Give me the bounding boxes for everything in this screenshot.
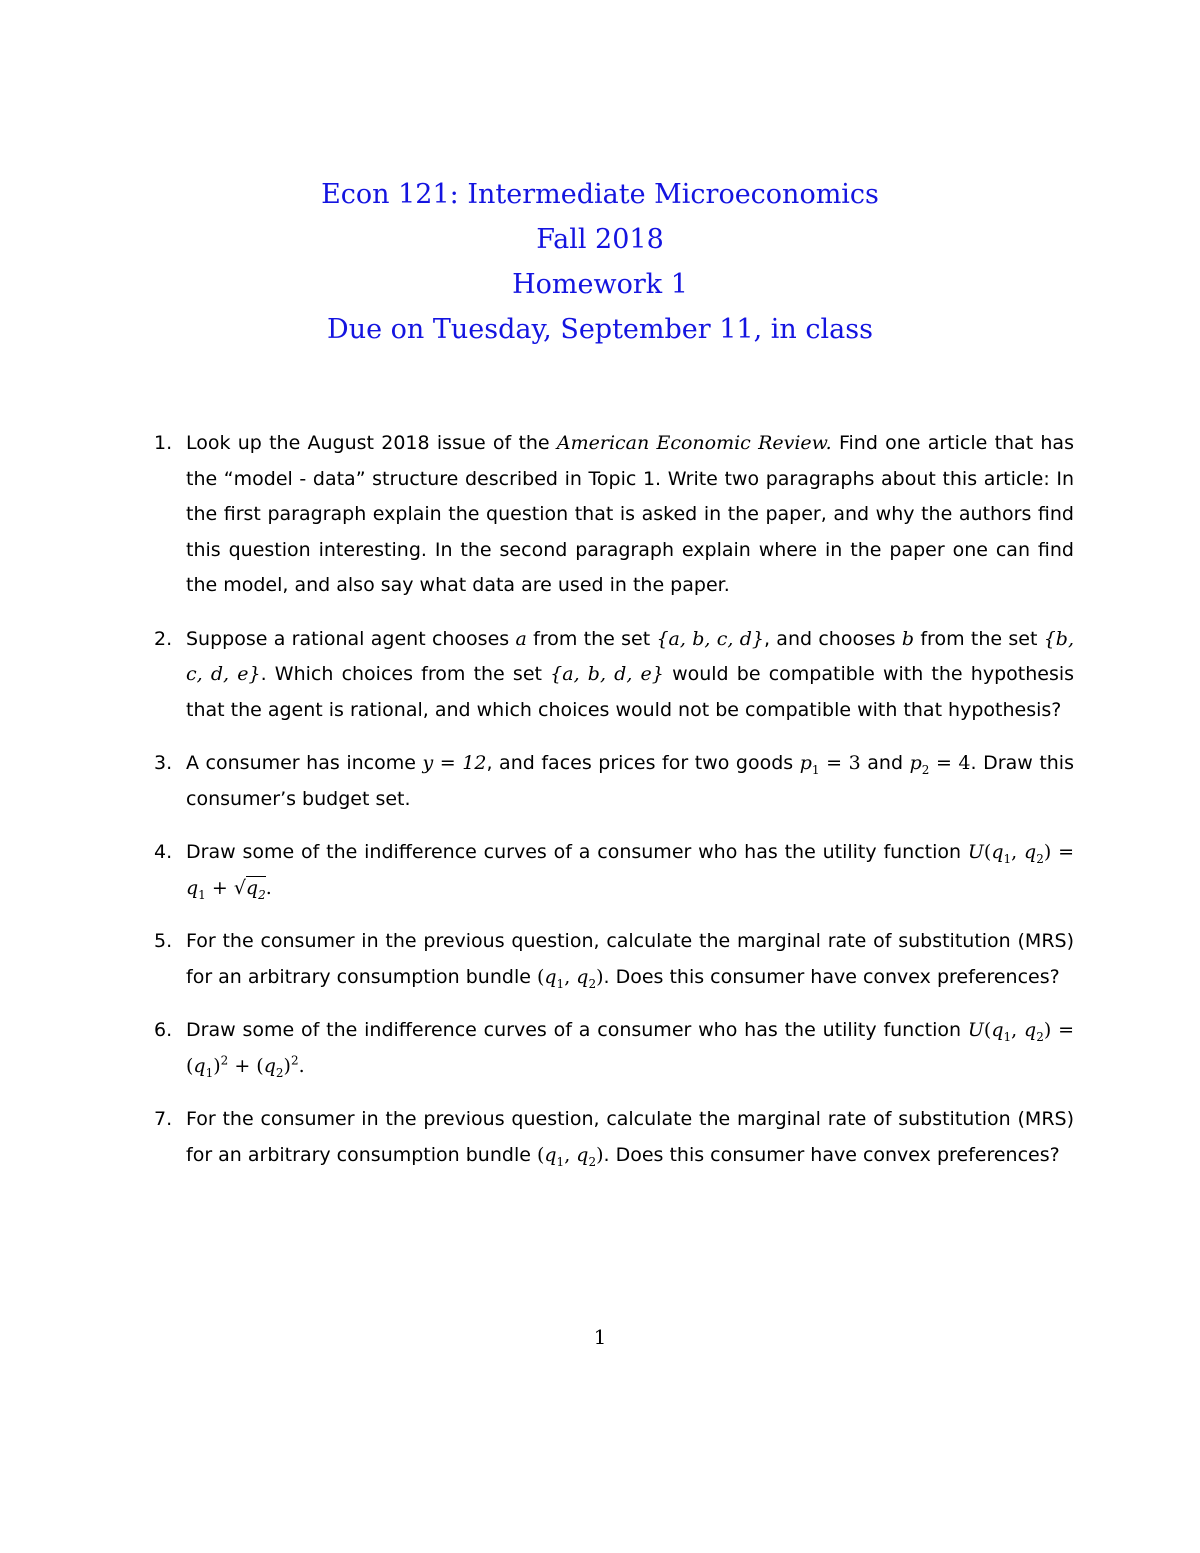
question-number: 4.	[154, 841, 173, 863]
question-number: 3.	[154, 752, 173, 774]
document-header	[0, 172, 1200, 352]
question-1: 1. Look up the August 2018 issue of the American Economic Review. Find one article that has the “model - data” structure described in Topic 1. Write two paragraphs about this article: In the first paragraph explain the question that is asked in the paper, and why the authors find this question interesting. In the second paragraph explain where in the paper one can find the model, and also say what data are used in the paper.	[154, 426, 1074, 604]
page-number: 1	[593, 1325, 607, 1349]
question-number: 2.	[154, 627, 173, 650]
utility-formula: $U(q_1$, $q_2) = (q_1)^2 + (q_2)^2$.	[186, 1019, 1074, 1080]
question-list	[154, 426, 1074, 1191]
term: Fall 2018	[536, 224, 664, 255]
question-number: 1.	[154, 432, 173, 454]
question-2: 2. Suppose a rational agent chooses a from the set {a, b, c, d}, and chooses b from the set {b, c, d, e}. Which choices from the set {a, b, d, e} would be compatible with the hypothesis that the agent is rational, and which choices would not be compatible with that hypothesis?	[154, 622, 1074, 729]
income-formula: y = 12	[422, 752, 487, 774]
assignment-title: Homework 1	[512, 269, 688, 300]
question-5: 5. For the consumer in the previous question, calculate the marginal rate of substitution (MRS) for an arbitrary consumption bundle ($q_1$, $q_2$). Does this consumer have convex preferences?	[154, 924, 1074, 995]
choice-set: {a, b, d, e}	[550, 663, 664, 685]
question-number: 6.	[154, 1019, 173, 1041]
question-3: 3. A consumer has income y = 12, and faces prices for two goods $p_1 = 3$ and $p_2 = 4$. Draw this consumer’s budget set.	[154, 746, 1074, 817]
journal-name: American Economic Review.	[556, 432, 832, 454]
question-7: 7. For the consumer in the previous question, calculate the marginal rate of substitution (MRS) for an arbitrary consumption bundle ($q_1$, $q_2$). Does this consumer have convex preferences?	[154, 1102, 1074, 1173]
question-6: 6. Draw some of the indifference curves of a consumer who has the utility function $U(q_1$, $q_2) = (q_1)^2 + (q_2)^2$.	[154, 1013, 1074, 1084]
choice-set: {a, b, c, d}	[656, 627, 764, 650]
utility-formula: $U(q_1$, $q_2) = q_1 + √q_2$.	[186, 841, 1074, 902]
bundle-formula: ($q_1$, $q_2$)	[536, 965, 604, 991]
question-number: 5.	[154, 930, 173, 952]
question-4: 4. Draw some of the indifference curves of a consumer who has the utility function $U(q_1$, $q_2) = q_1 + √q_2$.	[154, 835, 1074, 906]
choice-set: {b, c, d, e}	[186, 627, 1075, 685]
due-date: Due on Tuesday, September 11, in class	[327, 314, 873, 345]
course-title: Econ 121: Intermediate Microeconomics	[321, 179, 879, 210]
bundle-formula: ($q_1$, $q_2$)	[536, 1143, 604, 1169]
question-number: 7.	[154, 1108, 173, 1130]
